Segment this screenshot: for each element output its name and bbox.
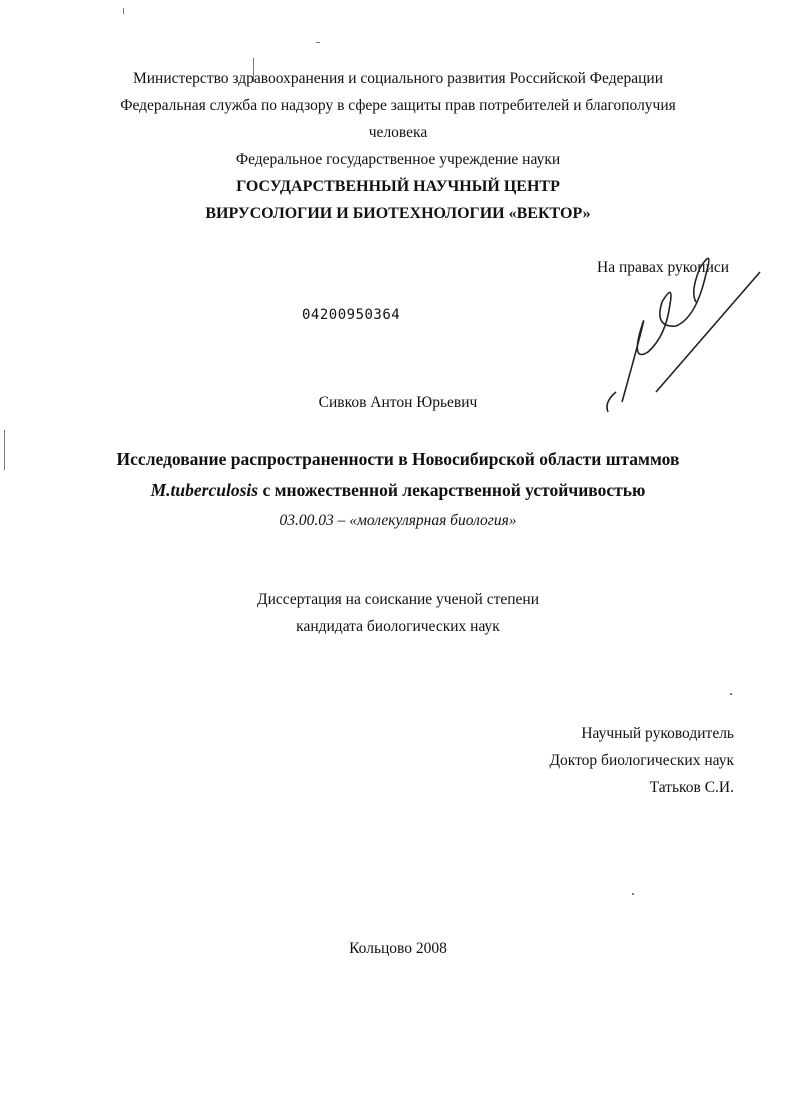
scan-mark [632, 893, 634, 895]
thesis-title-line-2-text: с множественной лекарственной устойчивостью [258, 480, 646, 500]
place-year: Кольцово 2008 [349, 940, 447, 957]
author-name: Сивков Антон Юрьевич [318, 394, 478, 411]
center-line-2: ВИРУСОЛОГИИ И БИОТЕХНОЛОГИИ «ВЕКТОР» [205, 205, 591, 222]
service-line-2: человека [368, 124, 428, 141]
thesis-title-line-1: Исследование распространенности в Новосибирской области штаммов [116, 449, 680, 469]
scan-mark [123, 8, 124, 14]
supervisor-degree: Доктор биологических наук [549, 752, 734, 769]
supervisor-name: Татьков С.И. [649, 779, 734, 796]
center-line-1: ГОСУДАРСТВЕННЫЙ НАУЧНЫЙ ЦЕНТР [236, 178, 560, 195]
service-line-1: Федеральная служба по надзору в сфере защиты прав потребителей и благополучия [120, 97, 676, 114]
scan-mark [316, 42, 320, 43]
scan-mark [730, 693, 732, 695]
degree-line-2: кандидата биологических наук [296, 618, 500, 635]
rights-note: На правах рукописи [597, 259, 730, 276]
thesis-title-line-2 [0, 480, 796, 501]
ministry-line: Министерство здравоохранения и социального развития Российской Федерации [132, 70, 664, 87]
specialty-code: 03.00.03 – «молекулярная биология» [279, 512, 517, 529]
registration-number: 04200950364 [302, 307, 401, 323]
species-name: M.tuberculosis [150, 480, 259, 500]
supervisor-role: Научный руководитель [581, 725, 734, 742]
institution-line: Федеральное государственное учреждение науки [235, 151, 561, 168]
degree-line-1: Диссертация на соискание ученой степени [257, 591, 539, 608]
